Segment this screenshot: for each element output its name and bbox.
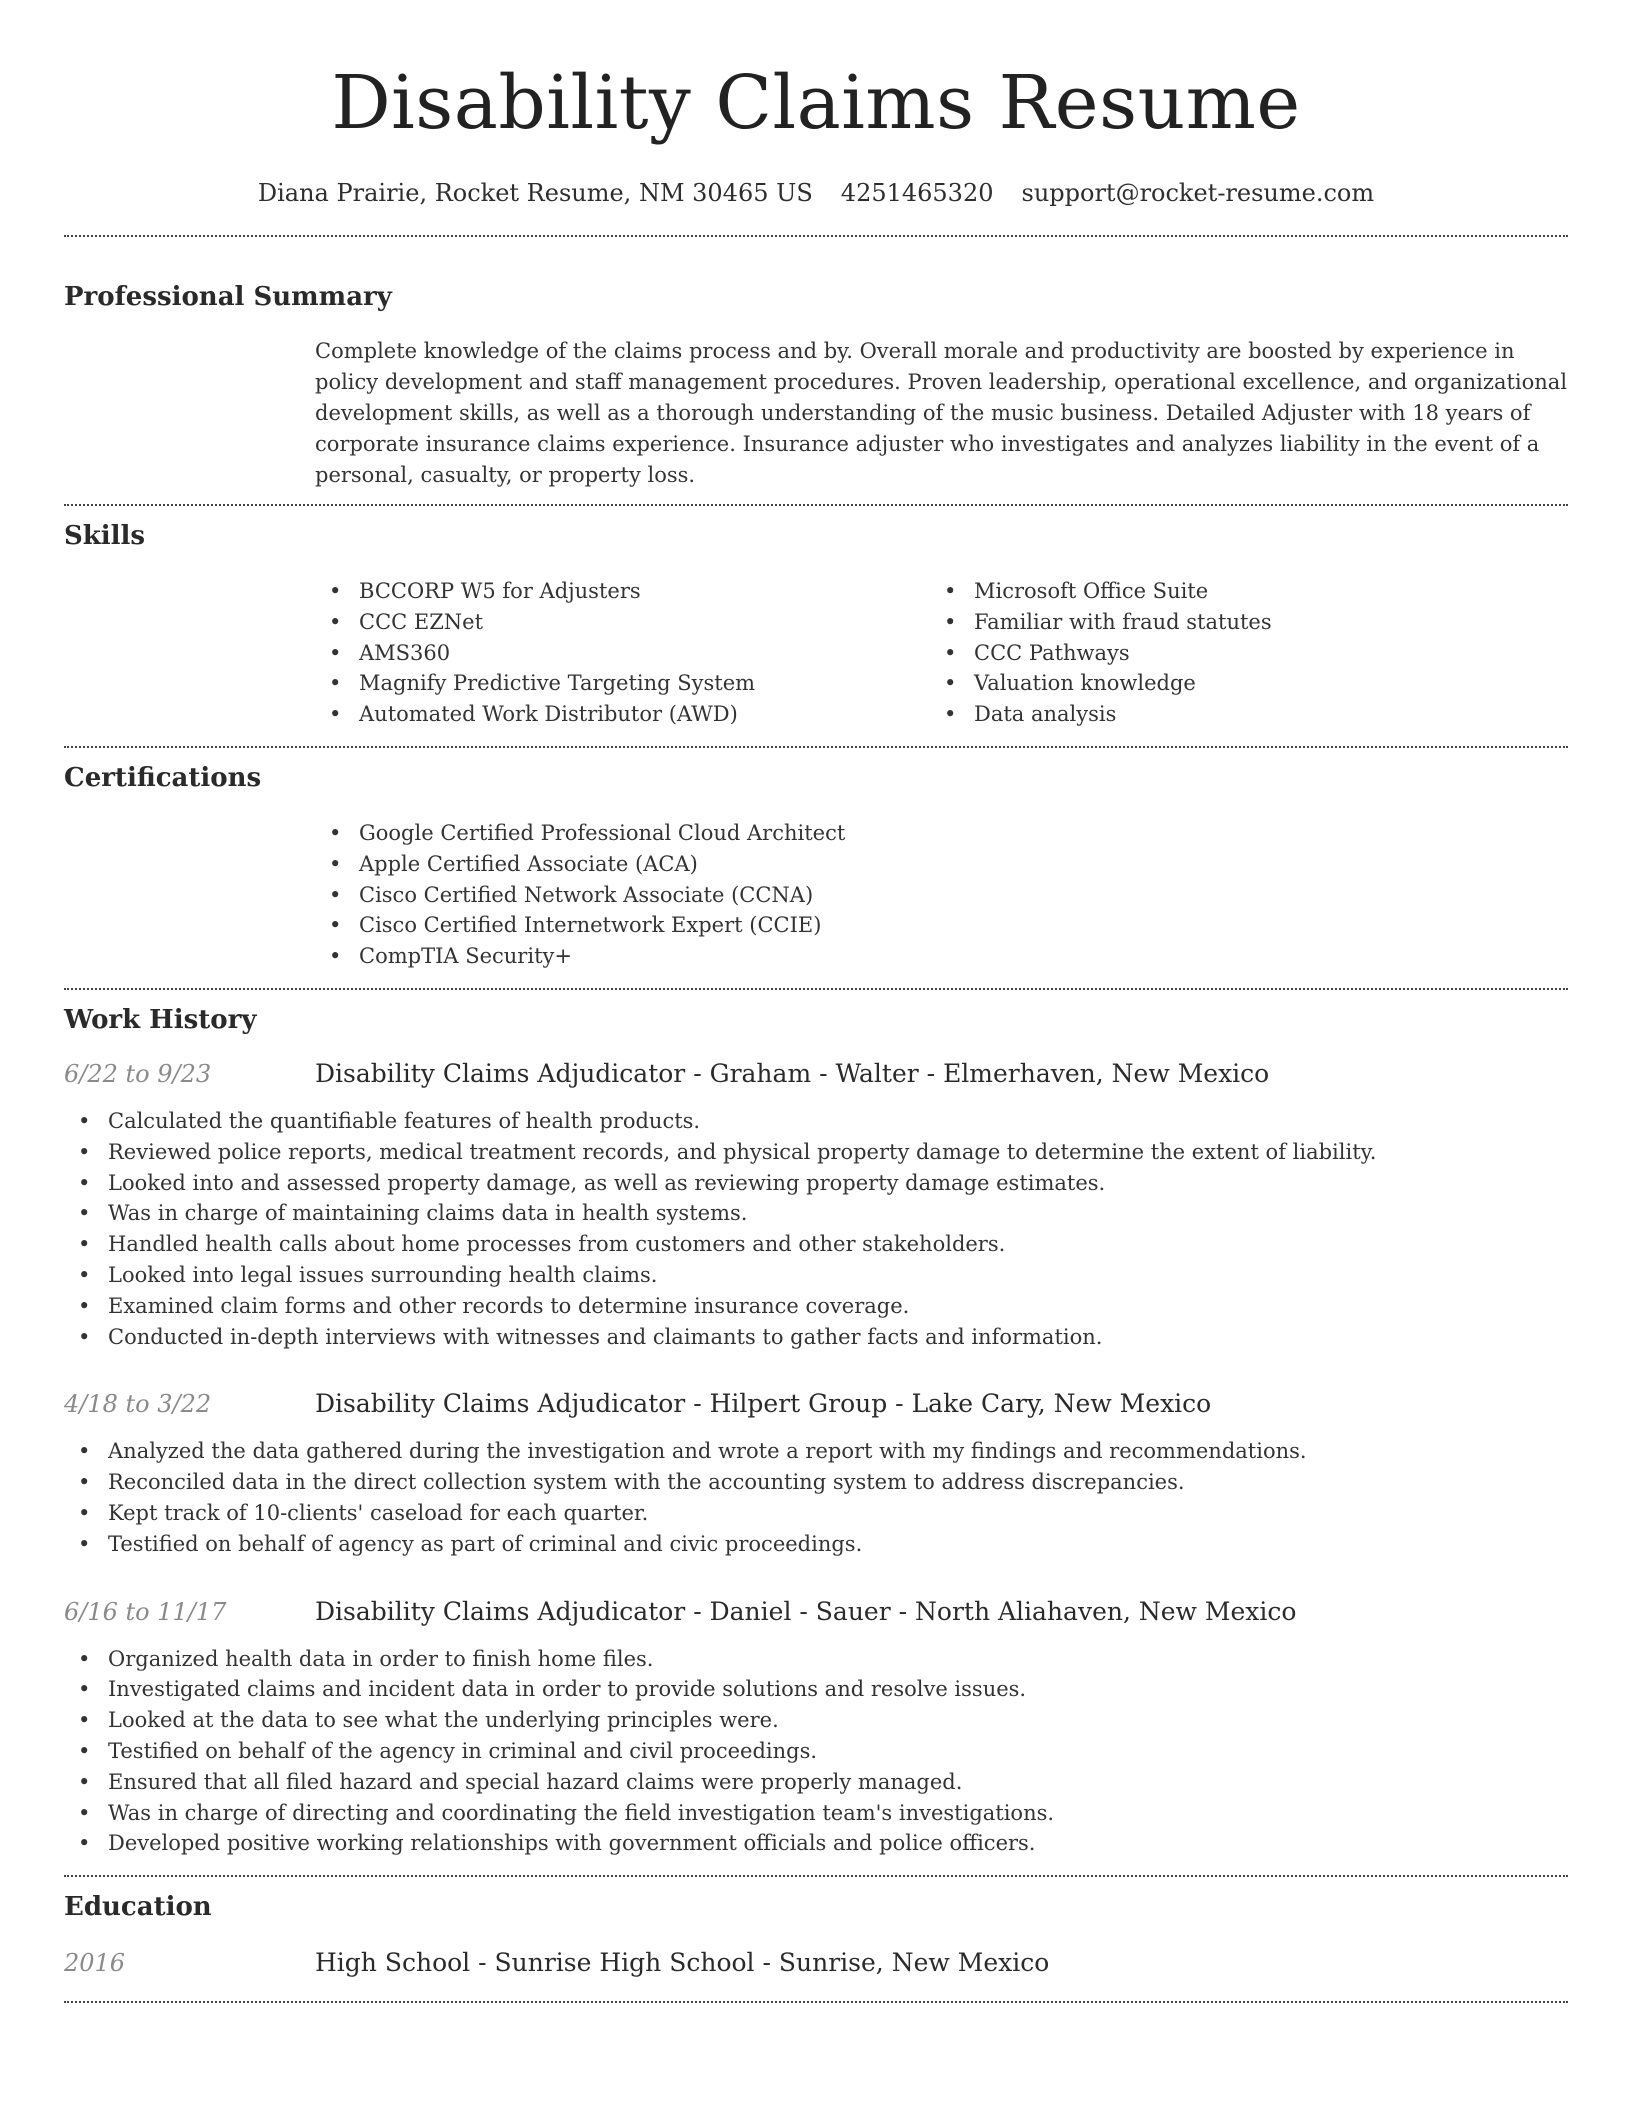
job-duty: • Investigated claims and incident data in order to provide solutions and resolve issues. <box>64 1674 1568 1705</box>
education-year: 2016 <box>64 1949 126 1978</box>
skill-item: • AMS360 <box>315 638 930 669</box>
skill-item: • Valuation knowledge <box>930 668 1545 699</box>
section-heading: Professional Summary <box>64 282 392 312</box>
section-summary <box>64 237 1568 504</box>
job-duties <box>64 1436 1568 1559</box>
separator: - <box>470 1948 495 1978</box>
skill-item: • BCCORP W5 for Adjusters <box>315 576 930 607</box>
contact-line <box>64 177 1568 209</box>
separator: - <box>685 1058 710 1088</box>
job-title-line <box>315 1388 1211 1420</box>
section-heading: Education <box>64 1892 212 1923</box>
separator: - <box>685 1596 710 1626</box>
job-title: Disability Claims Adjudicator <box>315 1058 686 1088</box>
section-education <box>64 1877 1568 2001</box>
summary-text: Complete knowledge of the claims process and by. Overall morale and productivity are boosted by experience in policy development and staff management procedures. Proven leadership, operational excellence, and organizational development skills, as well as a thorough understanding of the music business. Detailed Adjuster with 18 years of corporate insurance claims experience. Insurance adjuster who investigates and analyzes liability in the event of a personal, casualty, or property loss. <box>315 339 1568 487</box>
job-duties <box>64 1106 1568 1352</box>
certification-item: • Google Certified Professional Cloud Architect <box>315 818 1568 849</box>
skill-item: • Microsoft Office Suite <box>930 576 1545 607</box>
section-work-history <box>64 990 1568 1875</box>
job-dates: 4/18 to 3/22 <box>64 1390 212 1419</box>
job-entry <box>64 1058 1568 1352</box>
skill-item: • CCC EZNet <box>315 607 930 638</box>
job-dates: 6/16 to 11/17 <box>64 1597 227 1626</box>
job-duty: • Conducted in-depth interviews with witnesses and claimants to gather facts and information. <box>64 1322 1568 1353</box>
job-duty: • Was in charge of maintaining claims data in health systems. <box>64 1198 1568 1229</box>
certifications-block <box>315 818 1568 988</box>
certifications-list <box>315 818 1568 972</box>
separator: - <box>754 1948 779 1978</box>
divider <box>64 2001 1568 2003</box>
contact-email[interactable]: support@rocket-resume.com <box>1021 179 1375 207</box>
job-duty: • Ensured that all filed hazard and special hazard claims were properly managed. <box>64 1767 1568 1798</box>
section-heading: Work History <box>64 1004 257 1035</box>
job-duty: • Calculated the quantifiable features of health products. <box>64 1106 1568 1137</box>
job-company: Daniel - Sauer <box>709 1596 891 1626</box>
job-duty: • Organized health data in order to finish home files. <box>64 1644 1568 1675</box>
job-title: Disability Claims Adjudicator <box>315 1389 686 1419</box>
job-duty: • Looked at the data to see what the underlying principles were. <box>64 1705 1568 1736</box>
job-location: Elmerhaven, New Mexico <box>943 1058 1270 1088</box>
job-location: Lake Cary, New Mexico <box>911 1389 1212 1419</box>
separator: - <box>887 1389 912 1419</box>
job-duty: • Testified on behalf of agency as part of criminal and civic proceedings. <box>64 1529 1568 1560</box>
certification-item: • Apple Certified Associate (ACA) <box>315 849 1568 880</box>
job-title: Disability Claims Adjudicator <box>315 1596 686 1626</box>
job-duty: • Kept track of 10-clients' caseload for each quarter. <box>64 1498 1568 1529</box>
section-heading: Certifications <box>64 762 262 793</box>
job-header <box>64 1058 1568 1090</box>
contact-phone: 4251465320 <box>840 179 994 207</box>
skills-list-left <box>315 576 930 730</box>
certification-item: • Cisco Certified Internetwork Expert (CCIE) <box>315 910 1568 941</box>
section-certifications <box>64 748 1568 988</box>
job-header <box>64 1596 1568 1628</box>
job-dates: 6/22 to 9/23 <box>64 1059 212 1088</box>
resume-title: Disability Claims Resume <box>331 60 1301 146</box>
skill-item: • Automated Work Distributor (AWD) <box>315 699 930 730</box>
separator: - <box>890 1596 916 1626</box>
skill-item: • Familiar with fraud statutes <box>930 607 1545 638</box>
job-duty: • Reviewed police reports, medical treatment records, and physical property damage to determine the extent of liability. <box>64 1137 1568 1168</box>
job-entry <box>64 1388 1568 1559</box>
job-title-line <box>315 1058 1269 1090</box>
certification-item: • CompTIA Security+ <box>315 941 1568 972</box>
skill-item: • Magnify Predictive Targeting System <box>315 668 930 699</box>
job-duty: • Was in charge of directing and coordinating the field investigation team's investigations. <box>64 1798 1568 1829</box>
job-title-line <box>315 1596 1296 1628</box>
job-duty: • Handled health calls about home processes from customers and other stakeholders. <box>64 1229 1568 1260</box>
separator: - <box>685 1389 710 1419</box>
job-duty: • Looked into and assessed property damage, as well as reviewing property damage estimates. <box>64 1168 1568 1199</box>
job-duty: • Reconciled data in the direct collection system with the accounting system to address discrepancies. <box>64 1467 1568 1498</box>
job-company: Graham - Walter <box>709 1058 919 1088</box>
skill-item: • Data analysis <box>930 699 1545 730</box>
job-duty: • Analyzed the data gathered during the investigation and wrote a report with my findings and recommendations. <box>64 1436 1568 1467</box>
contact-address: Diana Prairie, Rocket Resume, NM 30465 US <box>257 179 813 207</box>
job-duty: • Examined claim forms and other records to determine insurance coverage. <box>64 1291 1568 1322</box>
education-entry <box>64 1947 1568 1979</box>
education-location: Sunrise, New Mexico <box>778 1948 1050 1978</box>
job-duty: • Looked into legal issues surrounding health claims. <box>64 1260 1568 1291</box>
job-header <box>64 1388 1568 1420</box>
job-duty: • Developed positive working relationships with government officials and police officers. <box>64 1828 1568 1859</box>
job-location: North Aliahaven, New Mexico <box>915 1596 1297 1626</box>
job-entry <box>64 1596 1568 1876</box>
job-duty: • Testified on behalf of the agency in criminal and civil proceedings. <box>64 1736 1568 1767</box>
certification-item: • Cisco Certified Network Associate (CCNA) <box>315 880 1568 911</box>
education-line <box>315 1947 1049 1979</box>
skills-list-right <box>930 576 1545 730</box>
skill-item: • CCC Pathways <box>930 638 1545 669</box>
job-company: Hilpert Group <box>709 1389 888 1419</box>
skills-columns <box>315 576 1568 746</box>
separator: - <box>918 1058 944 1088</box>
education-school: Sunrise High School <box>494 1948 755 1978</box>
section-skills <box>64 506 1568 746</box>
section-heading: Skills <box>64 521 146 551</box>
job-duties <box>64 1644 1568 1860</box>
education-degree: High School <box>315 1948 471 1978</box>
